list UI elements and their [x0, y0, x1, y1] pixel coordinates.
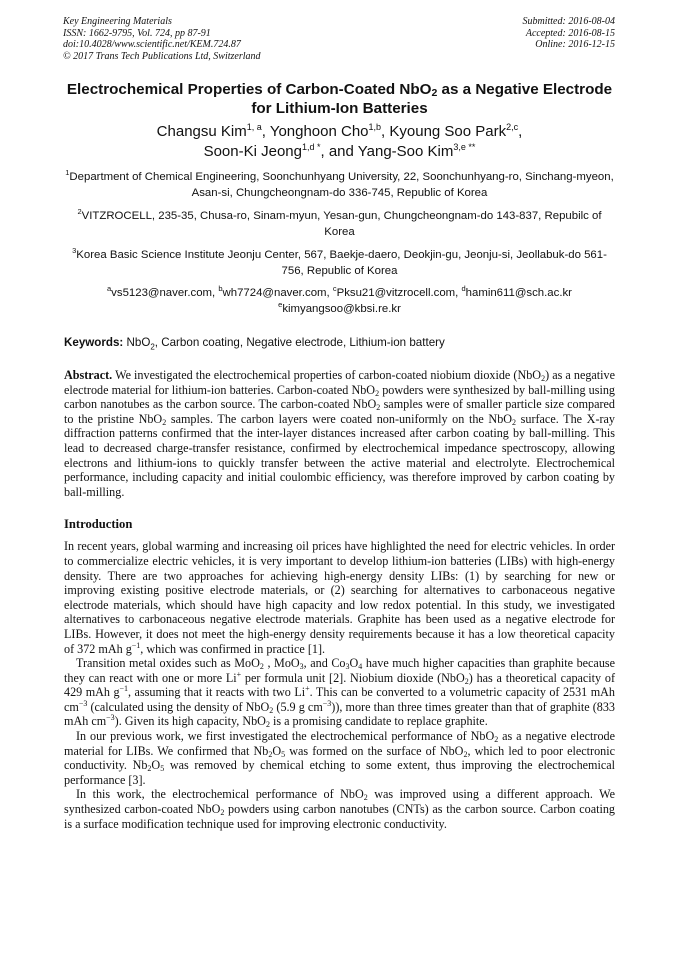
- accepted-date: Accepted: 2016-08-15: [525, 27, 615, 39]
- author: Soon-Ki Jeong: [203, 143, 302, 160]
- author: Yang-Soo Kim: [357, 143, 454, 160]
- doi-line: doi:10.4028/www.scientific.net/KEM.724.87: [63, 39, 241, 50]
- author: Kyoung Soo Park: [389, 123, 507, 140]
- abstract: Abstract. We investigated the electrochemical properties of carbon-coated niobium dioxide (NbO$_2$) as a negative electrode material for lithium-ion batteries. Carbon-coated NbO$_2$ powders were synthesized by ball-milling using carbon nanotubes as the carbon source. The carbon-coated NbO$_2$ samples were of smaller particle size compared to the pristine NbO$_2$ samples. The carbon layers were coated non-uniformly on the NbO$_2$ surface. The X-ray diffraction patterns confirmed that the inter-layer distances increased after carbon coating by ball-milling. This lead to decreased charge-transfer resistance, confirmed by electrochemical impedance spectroscopy, allowing electrons and lithium-ions to quickly transfer between the active material and electrolyte. Electrochemical performance, including capacity and initial coulombic efficiency, was therefore improved by carbon coating by ball-milling.: [64, 368, 616, 499]
- affiliation-1: $^1$Department of Chemical Engineering, Soonchunhyang University, 22, Soonchunhyang-ro, Sinchang-myeon, Asan-si, Chungcheongnam-do 336-745, Republic of Korea: [65, 168, 614, 199]
- running-header-right: [523, 16, 616, 51]
- author: Yonghoon Cho: [269, 123, 369, 140]
- author-list: Changsu Kim$^{1, a}$, Yonghoon Cho$^{1,b}$, Kyoung Soo Park$^{2,c}$, Soon-Ki Jeong$^{1,d *}$, and Yang-Soo Kim$^{3,e **}$: [156, 122, 523, 160]
- email-link[interactable]: hamin611@sch.ac.kr: [465, 287, 572, 299]
- abstract-label: Abstract.: [64, 368, 113, 382]
- submitted-date: Submitted: 2016-08-04: [522, 16, 615, 27]
- author: Changsu Kim: [156, 123, 247, 140]
- running-header-left: [63, 16, 261, 62]
- affiliation-3: $^3$Korea Basic Science Institute Jeonju Center, 567, Baekje-daero, Deokjin-gu, Jeonju-si, Jeollabuk-do 561-756, Republic of Korea: [72, 246, 607, 277]
- intro-paragraph-3: In our previous work, we first investigated the electrochemical performance of NbO$_2$ as a negative electrode material for LIBs. We confirmed that $Nb_2O_5$ was formed on the surface of NbO$_2$, which led to poor electronic conductivity. $Nb_2O_5$ was removed by chemical etching to some extent, thus improving the electrochemical performance [3].: [64, 729, 615, 787]
- email-link[interactable]: kimyangsoo@kbsi.re.kr: [282, 302, 401, 315]
- intro-paragraph-2: Transition metal oxides such as MoO$_2$ , MoO$_3$, and $Co_3O_4$ have much higher capacities than graphite because they can react with one or more Li+ per formula unit [2]. Niobium dioxide (NbO$_2$) has a theoretical capacity of 429 mAh $g^{-1}$, assuming that it reacts with two Li+. This can be converted to a volumetric capacity of 2531 mAh $cm^{-3}$ (calculated using the density of NbO$_2$ (5.9 g $cm^{-3}$)), more than three times greater than that of graphite (833 mAh $cm^{-3}$). Given its high capacity, NbO$_2$ is a promising candidate to replace graphite.: [64, 656, 616, 730]
- keywords-label: Keywords:: [64, 336, 124, 349]
- issn-line: ISSN: 1662-9795, Vol. 724, pp 87-91: [63, 27, 211, 39]
- affiliation-2: $^2$VITZROCELL, 235-35, Chusa-ro, Sinam-myun, Yesan-gun, Chungcheongnam-do 143-837, Repubilc of Korea: [77, 207, 602, 238]
- email-list: $^a$vs5123@naver.com, $^b$wh7724@naver.com, $^c$Pksu21@vitzrocell.com, $^d$hamin611@sch.ac.kr $^e$kimyangsoo@kbsi.re.kr: [107, 284, 572, 315]
- paper-body: [64, 80, 615, 831]
- paper-title: Electrochemical Properties of Carbon-Coated NbO$_2$ as a Negative Electrode for Lithium-Ion Batteries: [66, 81, 613, 117]
- journal-name: Key Engineering Materials: [63, 16, 172, 27]
- email-link[interactable]: wh7724@naver.com,: [222, 287, 333, 299]
- email-link[interactable]: vs5123@naver.com,: [111, 287, 219, 299]
- intro-paragraph-4: In this work, the electrochemical performance of NbO$_2$ was improved using a different approach. We synthesized carbon-coated NbO$_2$ powders using carbon nanotubes (CNTs) as the carbon source. Carbon coating is a surface modification technique used for improving electronic conductivity.: [64, 787, 615, 831]
- keywords: Keywords: NbO$_2$, Carbon coating, Negative electrode, Lithium-ion battery: [64, 336, 445, 352]
- section-heading-introduction: Introduction: [64, 517, 133, 532]
- email-link[interactable]: Pksu21@vitzrocell.com,: [336, 287, 462, 299]
- online-date: Online: 2016-12-15: [535, 39, 615, 50]
- intro-paragraph-1: In recent years, global warming and increasing oil prices have highlighted the need for electric vehicles. In order to commercialize electric vehicles, it is very important to develop lithium-ion batteries (LIBs) with high-energy density. There are two approaches for achieving high-energy density LIBs: (1) by searching for new or improving existing positive electrode materials, or (2) searching for alternatives to carbonaceous negative electrode materials, which should have high capacity and low redox potential. In this study, we investigated alternatives to carbonaceous negative electrode materials. Graphite has been used as a negative electrode for LIBs. However, it does not meet the high-energy density requirements because it has a low theoretical capacity of 372 mAh $g^{-1}$, which was confirmed in practice [1].: [64, 539, 615, 656]
- copyright-line: © 2017 Trans Tech Publications Ltd, Switzerland: [63, 50, 261, 62]
